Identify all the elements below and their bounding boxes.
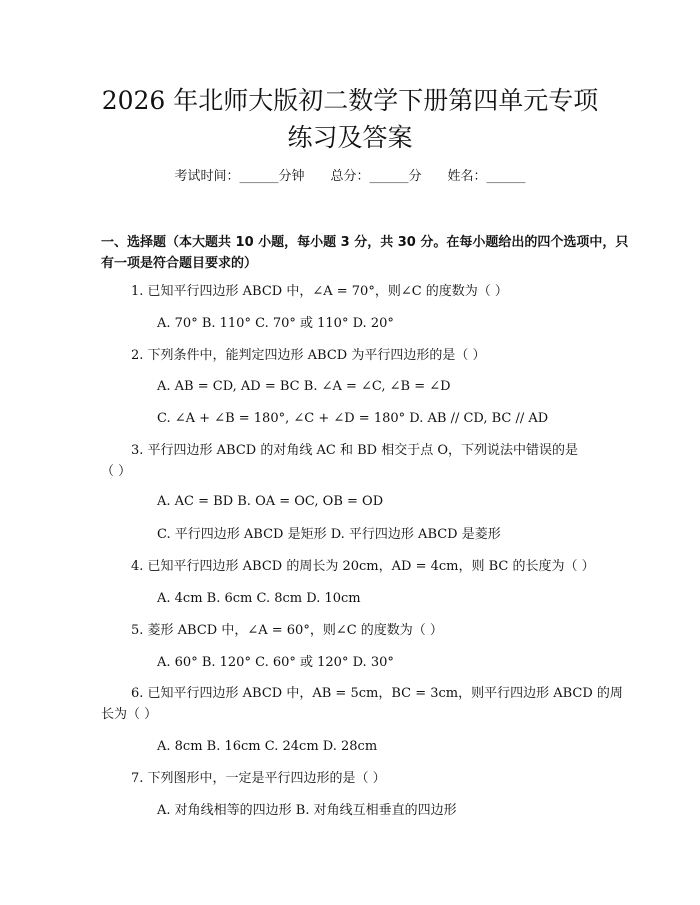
question-1-options: A. 70° B. 110° C. 70° 或 110° D. 20° <box>157 316 394 331</box>
question-5-stem: 5. 菱形 ABCD 中，∠A = 60°，则∠C 的度数为（ ） <box>131 623 443 638</box>
student-name-label: 姓名：______ <box>447 169 526 184</box>
question-6-options: A. 8cm B. 16cm C. 24cm D. 28cm <box>157 739 378 754</box>
section-heading: 一、选择题（本大题共 10 小题，每小题 3 分，共 30 分。在每小题给出的四个选项中，只有一项是符合题目要求的） <box>101 235 629 271</box>
question-3-stem-continued: （ ） <box>101 464 132 479</box>
question-6-stem: 6. 已知平行四边形 ABCD 中，AB = 5cm，BC = 3cm，则平行四边形 ABCD 的周 <box>131 686 623 701</box>
question-2-options-ab: A. AB = CD, AD = BC B. ∠A = ∠C, ∠B = ∠D <box>157 379 451 394</box>
question-4-stem: 4. 已知平行四边形 ABCD 的周长为 20cm，AD = 4cm，则 BC 的长度为（ ） <box>131 559 595 574</box>
exam-time-label: 考试时间：______分钟 <box>174 169 305 184</box>
question-6-stem-continued: 长为（ ） <box>101 707 158 722</box>
question-4-options: A. 4cm B. 6cm C. 8cm D. 10cm <box>157 591 361 606</box>
document-title-line-2: 练习及答案 <box>287 123 413 152</box>
question-3-options-ab: A. AC = BD B. OA = OC, OB = OD <box>157 494 384 509</box>
question-7-options-ab: A. 对角线相等的四边形 B. 对角线互相垂直的四边形 <box>157 803 457 818</box>
question-1-stem: 1. 已知平行四边形 ABCD 中，∠A = 70°，则∠C 的度数为（ ） <box>131 284 508 299</box>
question-2-options-cd: C. ∠A + ∠B = 180°, ∠C + ∠D = 180° D. AB // CD, BC // AD <box>157 411 549 426</box>
question-2-stem: 2. 下列条件中，能判定四边形 ABCD 为平行四边形的是（ ） <box>131 348 486 363</box>
exam-info <box>0 167 700 187</box>
question-7-stem: 7. 下列图形中，一定是平行四边形的是（ ） <box>131 771 386 786</box>
total-score-label: 总分：______分 <box>330 169 422 184</box>
question-5-options: A. 60° B. 120° C. 60° 或 120° D. 30° <box>157 655 394 670</box>
question-3-stem: 3. 平行四边形 ABCD 的对角线 AC 和 BD 相交于点 O，下列说法中错误的是 <box>131 443 578 458</box>
question-3-options-cd: C. 平行四边形 ABCD 是矩形 D. 平行四边形 ABCD 是菱形 <box>157 527 501 542</box>
document-title-line-1: 2026 年北师大版初二数学下册第四单元专项 <box>101 86 599 115</box>
